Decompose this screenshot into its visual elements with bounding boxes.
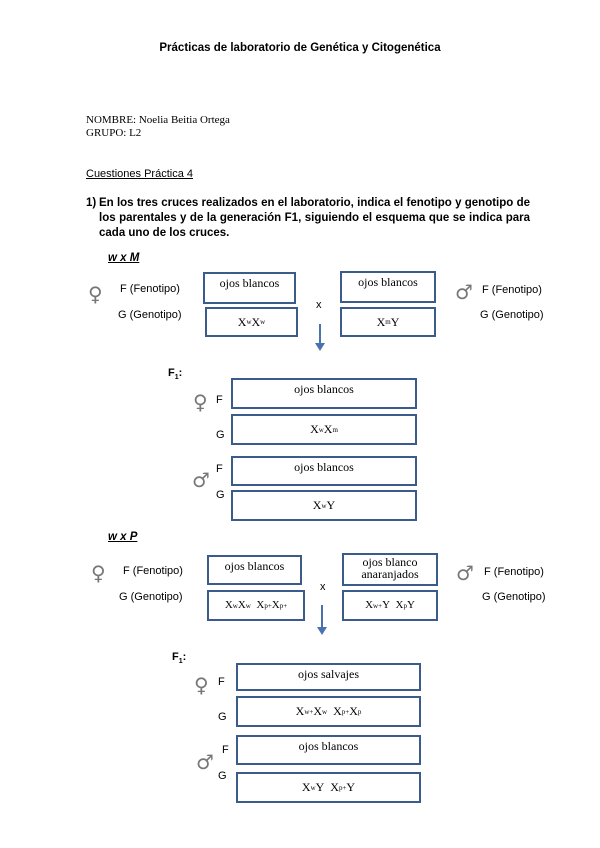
cross2-mother-genotype: X w X w X p+ X p+ bbox=[207, 590, 305, 621]
male-icon: ♂ bbox=[455, 280, 473, 304]
female-icon: ♀ bbox=[91, 561, 106, 585]
f-label: F bbox=[216, 463, 223, 475]
cross1-father-phenotype: ojos blancos bbox=[340, 271, 436, 303]
male-icon: ♂ bbox=[196, 750, 214, 774]
cross2-f1-female-genotype: X w+ X w X p+ X p bbox=[236, 696, 421, 727]
cross2-title: w x P bbox=[108, 531, 138, 543]
down-arrowhead-icon bbox=[317, 627, 327, 635]
question-text: En los tres cruces realizados en el laboratorio, indica el fenotipo y genotipo de los parentales y de la generación F1, siguiendo el esquema que se indica para cada uno de los cruces. bbox=[99, 197, 530, 239]
question-number: 1) bbox=[86, 197, 97, 209]
fenotipo-label: F (Fenotipo) bbox=[482, 284, 542, 296]
female-icon: ♀ bbox=[193, 390, 208, 414]
f1-label: $F_1$: bbox=[168, 367, 183, 382]
cross2-f1-female-phenotype: ojos salvajes bbox=[236, 663, 421, 691]
down-arrow-icon bbox=[321, 605, 323, 628]
g-label: G bbox=[218, 711, 227, 723]
f1-label: $F_1$: bbox=[172, 651, 187, 666]
cross-symbol: x bbox=[320, 581, 326, 593]
cross-symbol: x bbox=[316, 299, 322, 311]
student-group: GRUPO: L2 bbox=[86, 127, 142, 139]
cross2-f1-male-phenotype: ojos blancos bbox=[236, 735, 421, 765]
fenotipo-label: F (Fenotipo) bbox=[120, 283, 180, 295]
cross2-f1-male-genotype: X w Y X p+ Y bbox=[236, 772, 421, 803]
genotipo-label: G (Genotipo) bbox=[482, 591, 546, 603]
male-icon: ♂ bbox=[456, 561, 474, 585]
page-title: Prácticas de laboratorio de Genética y Citogenética bbox=[159, 42, 441, 54]
cross2-father-genotype: X w+ Y X p Y bbox=[342, 590, 438, 621]
g-label: G bbox=[216, 489, 225, 501]
cross1-f1-male-genotype: X w Y bbox=[231, 490, 417, 521]
cross2-father-phenotype: ojos blanco anaranjados bbox=[342, 553, 438, 586]
cross1-f1-female-phenotype: ojos blancos bbox=[231, 378, 417, 409]
cross1-mother-phenotype: ojos blancos bbox=[203, 272, 296, 304]
fenotipo-label: F (Fenotipo) bbox=[123, 565, 183, 577]
cross2-mother-phenotype: ojos blancos bbox=[207, 555, 302, 585]
f-label: F bbox=[216, 394, 223, 406]
cross1-father-genotype: X m Y bbox=[340, 307, 436, 337]
g-label: G bbox=[218, 770, 227, 782]
female-icon: ♀ bbox=[194, 673, 209, 697]
genotipo-label: G (Genotipo) bbox=[118, 309, 182, 321]
genotipo-label: G (Genotipo) bbox=[480, 309, 544, 321]
down-arrowhead-icon bbox=[315, 343, 325, 351]
down-arrow-icon bbox=[319, 324, 321, 344]
question bbox=[86, 196, 530, 241]
student-name: NOMBRE: Noelia Beitia Ortega bbox=[86, 114, 230, 126]
cross1-title: w x M bbox=[108, 252, 140, 264]
male-icon: ♂ bbox=[192, 468, 210, 492]
female-icon: ♀ bbox=[88, 282, 103, 306]
cross1-mother-genotype: X w X w bbox=[205, 307, 298, 337]
f-label: F bbox=[222, 744, 229, 756]
g-label: G bbox=[216, 429, 225, 441]
genotipo-label: G (Genotipo) bbox=[119, 591, 183, 603]
f-label: F bbox=[218, 676, 225, 688]
section-heading: Cuestiones Práctica 4 bbox=[86, 168, 193, 180]
fenotipo-label: F (Fenotipo) bbox=[484, 566, 544, 578]
cross1-f1-female-genotype: X w X m bbox=[231, 414, 417, 445]
cross1-f1-male-phenotype: ojos blancos bbox=[231, 456, 417, 486]
